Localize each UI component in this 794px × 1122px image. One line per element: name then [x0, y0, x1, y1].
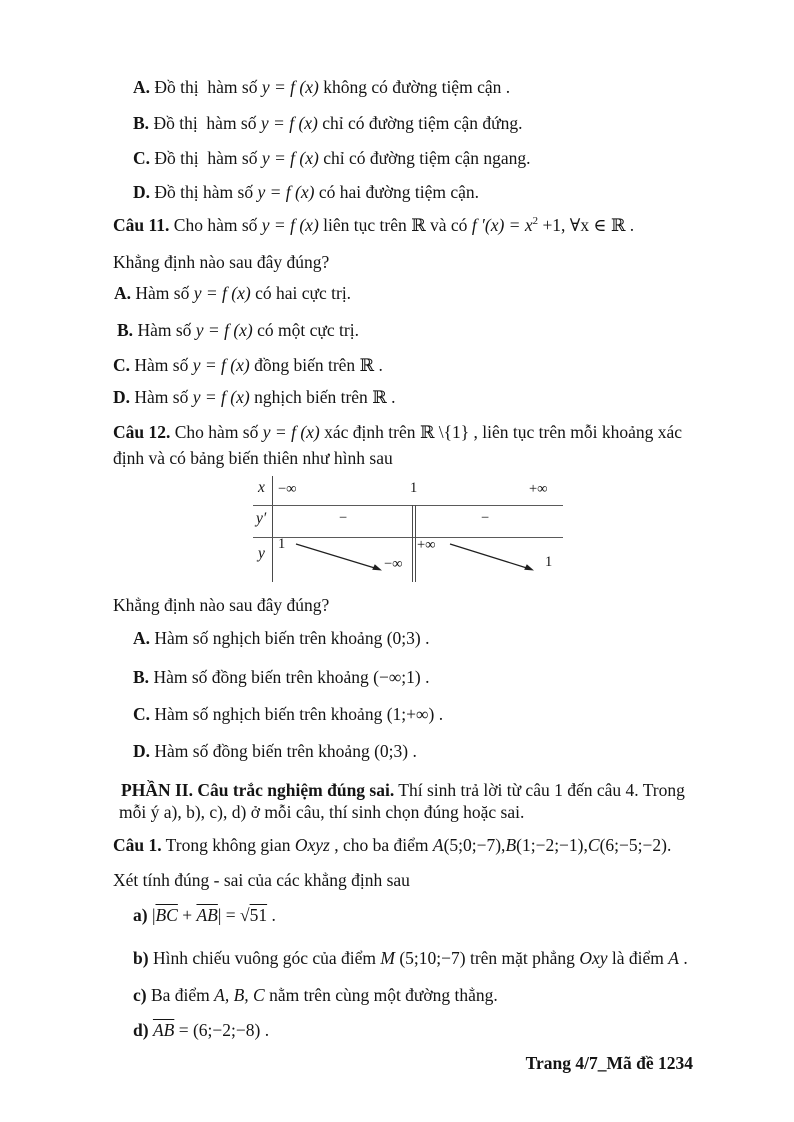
table-row-divider-2: [253, 537, 563, 538]
decreasing-arrow-icon: [449, 541, 541, 575]
part2-question-1-subtitle: Xét tính đúng - sai của các khẳng định sau: [113, 870, 410, 890]
y-left-top-value: 1: [278, 536, 286, 552]
part2-question-1-item-a: a) $|\overline{BC} + \overline{AB}| = √51$ .: [133, 905, 276, 925]
decreasing-arrow-icon: [295, 541, 387, 575]
variation-table: [253, 476, 565, 582]
table-label-divider: [272, 476, 273, 582]
part2-question-1-item-c: c) Ba điểm A, B, C nằm trên cùng một đường thẳng.: [133, 985, 498, 1005]
yprime-sign-right: −: [481, 510, 490, 526]
option-d: D. Đồ thị hàm số y = f (x) có hai đường tiệm cận.: [133, 182, 479, 202]
question-11-title: Câu 11. Cho hàm số y = f (x) liên tục trên ℝ và có f $'(x) = x^2 +1$, ∀x ∈ ℝ .: [113, 215, 635, 235]
table-asymptote-line-left: [412, 505, 413, 582]
question-12-title-line1: Câu 12. Cho hàm số y = f (x) xác định trên ℝ \{1} , liên tục trên mỗi khoảng xác: [113, 422, 683, 442]
y-left-bottom-value: −∞: [384, 556, 403, 572]
x-minus-infinity: −∞: [278, 481, 297, 497]
table-asymptote-line-right: [415, 505, 416, 582]
option-b: B. Đồ thị hàm số y = f (x) chỉ có đường tiệm cận đứng.: [133, 113, 523, 133]
x-plus-infinity: +∞: [529, 481, 548, 497]
part2-heading-line2: mỗi ý a), b), c), d) ở mỗi câu, thí sinh chọn đúng hoặc sai.: [119, 802, 525, 822]
x-critical-value: 1: [410, 480, 418, 496]
table-yprime-label: y′: [256, 510, 267, 527]
part2-heading-line1: PHẦN II. Câu trắc nghiệm đúng sai. Thí sinh trả lời từ câu 1 đến câu 4. Trong: [121, 780, 685, 800]
question-11-stem: Khẳng định nào sau đây đúng?: [113, 252, 330, 272]
table-y-label: y: [258, 545, 265, 562]
question-11-option-b: B. Hàm số y = f (x) có một cực trị.: [117, 320, 359, 340]
y-right-bottom-value: 1: [545, 554, 553, 570]
option-c: C. Đồ thị hàm số y = f (x) chỉ có đường tiệm cận ngang.: [133, 148, 531, 168]
question-11-option-a: A. Hàm số y = f (x) có hai cực trị.: [114, 283, 352, 303]
question-11-option-c: C. Hàm số y = f (x) đồng biến trên ℝ .: [113, 355, 383, 375]
part2-question-1-item-d: d) $\overline{AB}$ = (6;−2;−8) .: [133, 1020, 270, 1040]
option-a: A. Đồ thị hàm số y = f (x) không có đường tiệm cận .: [133, 77, 511, 97]
table-row-divider-1: [253, 505, 563, 506]
table-x-label: x: [258, 479, 265, 496]
question-12-option-b: B. Hàm số đồng biến trên khoảng (−∞;1) .: [133, 667, 430, 687]
question-12-option-d: D. Hàm số đồng biến trên khoảng (0;3) .: [133, 741, 417, 761]
page-footer: Trang 4/7_Mã đề 1234: [525, 1053, 693, 1073]
part2-question-1-title: Câu 1. Trong không gian Oxyz , cho ba điểm A(5;0;−7),B(1;−2;−1),C(6;−5;−2).: [113, 835, 672, 855]
y-right-top-value: +∞: [417, 537, 436, 553]
part2-question-1-item-b: b) Hình chiếu vuông góc của điểm M (5;10;−7) trên mặt phẳng Oxy là điểm A .: [133, 948, 688, 968]
question-11-option-d: D. Hàm số y = f (x) nghịch biến trên ℝ .: [113, 387, 396, 407]
question-12-option-a: A. Hàm số nghịch biến trên khoảng (0;3) .: [133, 628, 430, 648]
question-12-title-line2: định và có bảng biến thiên như hình sau: [113, 448, 393, 468]
question-12-stem: Khẳng định nào sau đây đúng?: [113, 595, 330, 615]
question-12-option-c: C. Hàm số nghịch biến trên khoảng (1;+∞) .: [133, 704, 444, 724]
yprime-sign-left: −: [339, 510, 348, 526]
